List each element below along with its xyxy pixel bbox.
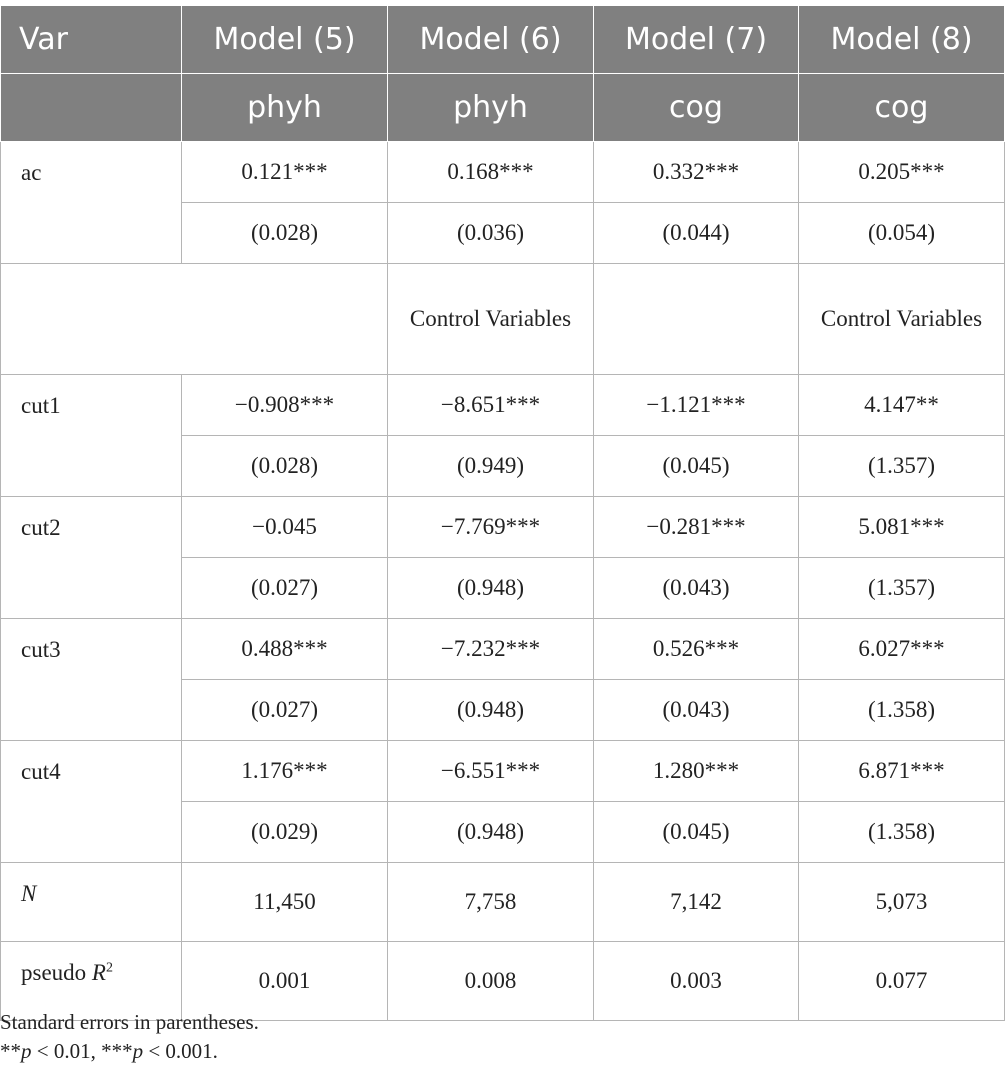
coef-cell: 0.488*** [182, 619, 388, 680]
row-label-cut1: cut1 [1, 375, 182, 497]
value-cell: 7,142 [594, 863, 799, 942]
sig-text-2: < 0.001. [143, 1039, 218, 1063]
coef-cell: 0.526*** [594, 619, 799, 680]
coef-cell: −8.651*** [388, 375, 594, 436]
table-row [1, 375, 1005, 436]
se-cell: (1.357) [799, 558, 1005, 619]
model-header: Model (8) [799, 6, 1005, 74]
se-cell: (0.948) [388, 680, 594, 741]
coef-cell: 0.121*** [182, 142, 388, 203]
model-header: Model (5) [182, 6, 388, 74]
control-variables-cell: Control Variables [388, 264, 594, 375]
model-header: Model (6) [388, 6, 594, 74]
table-notes [0, 1008, 259, 1066]
se-cell: (0.054) [799, 203, 1005, 264]
note-standard-errors: Standard errors in parentheses. [0, 1010, 259, 1034]
coef-cell: 6.027*** [799, 619, 1005, 680]
dependent-header: phyh [182, 74, 388, 142]
sig-text-1: < 0.01, *** [31, 1039, 133, 1063]
regression-table [0, 5, 1005, 1021]
coef-cell: 1.280*** [594, 741, 799, 802]
table-row-n [1, 863, 1005, 942]
row-label-cut2: cut2 [1, 497, 182, 619]
header-row-dependents [1, 74, 1005, 142]
se-cell: (0.948) [388, 802, 594, 863]
coef-cell: −0.908*** [182, 375, 388, 436]
coef-cell: −6.551*** [388, 741, 594, 802]
table-body [1, 142, 1005, 1021]
empty-header-cell [1, 74, 182, 142]
table-row [1, 741, 1005, 802]
header-row-models [1, 6, 1005, 74]
dependent-header: cog [594, 74, 799, 142]
value-cell: 5,073 [799, 863, 1005, 942]
model-header: Model (7) [594, 6, 799, 74]
se-cell: (0.949) [388, 436, 594, 497]
row-label-cut3: cut3 [1, 619, 182, 741]
se-cell: (0.028) [182, 436, 388, 497]
dependent-header: phyh [388, 74, 594, 142]
se-cell: (1.358) [799, 802, 1005, 863]
table-row [1, 619, 1005, 680]
coef-cell: 1.176*** [182, 741, 388, 802]
p-symbol: p [132, 1039, 144, 1063]
coef-cell: 0.205*** [799, 142, 1005, 203]
coef-cell: −0.045 [182, 497, 388, 558]
note-significance [0, 1037, 259, 1066]
r2-label-sup: 2 [105, 960, 113, 976]
dependent-header: cog [799, 74, 1005, 142]
control-variables-cell: Control Variables [799, 264, 1005, 375]
coef-cell: −1.121*** [594, 375, 799, 436]
se-cell: (1.358) [799, 680, 1005, 741]
value-cell: 0.001 [182, 942, 388, 1021]
coef-cell: −0.281*** [594, 497, 799, 558]
coef-cell: −7.232*** [388, 619, 594, 680]
value-cell: 7,758 [388, 863, 594, 942]
var-header: Var [1, 6, 182, 74]
value-cell: 0.008 [388, 942, 594, 1021]
coef-cell: −7.769*** [388, 497, 594, 558]
se-cell: (0.043) [594, 558, 799, 619]
coef-cell: 0.332*** [594, 142, 799, 203]
se-cell: (0.045) [594, 436, 799, 497]
r2-label-prefix: pseudo [21, 960, 92, 985]
row-label-cut4: cut4 [1, 741, 182, 863]
p-symbol: p [21, 1039, 32, 1063]
empty-cell [1, 264, 388, 375]
value-cell: 0.003 [594, 942, 799, 1021]
se-cell: (0.044) [594, 203, 799, 264]
row-label-ac: ac [1, 142, 182, 264]
coef-cell: 5.081*** [799, 497, 1005, 558]
se-cell: (1.357) [799, 436, 1005, 497]
table-row [1, 497, 1005, 558]
sig-stars-2: ** [0, 1039, 21, 1063]
coef-cell: 6.871*** [799, 741, 1005, 802]
se-cell: (0.029) [182, 802, 388, 863]
value-cell: 0.077 [799, 942, 1005, 1021]
se-cell: (0.045) [594, 802, 799, 863]
se-cell: (0.043) [594, 680, 799, 741]
empty-cell [594, 264, 799, 375]
row-label-n: N [1, 863, 182, 942]
se-cell: (0.027) [182, 558, 388, 619]
se-cell: (0.027) [182, 680, 388, 741]
se-cell: (0.948) [388, 558, 594, 619]
r2-label-var: R [91, 960, 106, 985]
table-row-controls [1, 264, 1005, 375]
se-cell: (0.036) [388, 203, 594, 264]
se-cell: (0.028) [182, 203, 388, 264]
coef-cell: 4.147** [799, 375, 1005, 436]
value-cell: 11,450 [182, 863, 388, 942]
coef-cell: 0.168*** [388, 142, 594, 203]
table-header [1, 6, 1005, 142]
table-row [1, 142, 1005, 203]
